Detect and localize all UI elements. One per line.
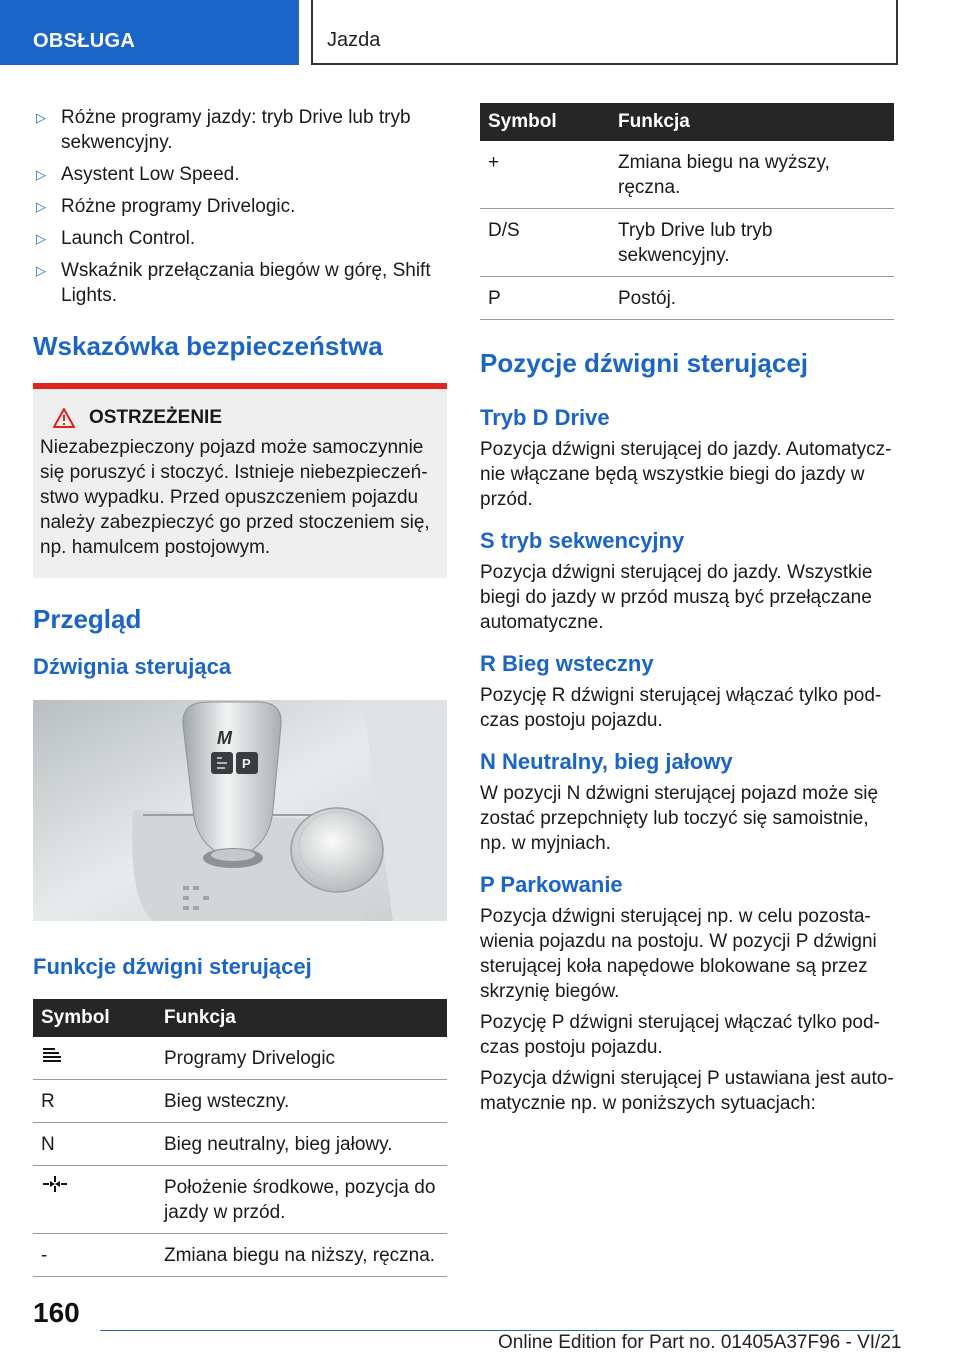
triangle-bullet-icon: ▷ <box>36 110 46 125</box>
list-item: ▷ Wskaźnik przełączania biegów w górę, Shift Lights. <box>36 260 431 306</box>
function-cell: Zmiana biegu na wyższy, ręczna. <box>610 141 894 209</box>
triangle-bullet-icon: ▷ <box>36 167 46 182</box>
table-row <box>480 209 894 277</box>
symbol-cell <box>33 1166 156 1234</box>
neutral-heading: N Neutralny, bieg jałowy <box>480 749 733 774</box>
sequential-text: Pozycja dźwigni sterującej do jazdy. Wszystkie biegi do jazdy w przód muszą być przełączane automatyczne. <box>480 562 873 633</box>
function-cell: Zmiana biegu na niższy, ręczna. <box>156 1234 447 1277</box>
table-row <box>33 1234 447 1277</box>
gear-lever-photo <box>33 700 447 921</box>
list-item: ▷ Launch Control. <box>36 228 196 249</box>
column-header-function: Funkcja <box>156 999 447 1037</box>
functions-heading: Funkcje dźwigni sterującej <box>33 954 312 979</box>
table-row <box>33 1166 447 1234</box>
warning-triangle-icon <box>53 408 75 428</box>
drive-heading: Tryb D Drive <box>480 405 610 430</box>
reverse-text: Pozycję R dźwigni sterującej włączać tylko podczas postoju pojazdu. <box>480 685 882 731</box>
symbol-cell: P <box>480 277 610 320</box>
table-header-row <box>33 999 447 1037</box>
chapter-label: Jazda <box>327 29 381 51</box>
warning-box <box>33 383 447 578</box>
function-cell: Bieg neutralny, bieg jałowy. <box>156 1123 447 1166</box>
column-header-function: Funkcja <box>610 103 894 141</box>
warning-label: OSTRZEŻENIE <box>89 407 223 428</box>
table-row <box>480 277 894 320</box>
park-text-1: Pozycja dźwigni sterującej np. w celu pozostawienia pojazdu na postoju. W pozycji P dźwigni sterującej koła napędowe blokowane są przez skrzynię biegów. <box>480 906 877 1002</box>
function-cell: Bieg wsteczny. <box>156 1080 447 1123</box>
park-text-2: Pozycję P dźwigni sterującej włączać tylko podczas postoju pojazdu. <box>480 1012 880 1058</box>
drive-text: Pozycja dźwigni sterującej do jazdy. Automatycznie włączane będą wszystkie biegi do jazdy w przód. <box>480 439 892 510</box>
triangle-bullet-icon: ▷ <box>36 231 46 246</box>
neutral-text: W pozycji N dźwigni sterującej pojazd może się zostać przepchnięty lub toczyć się samoistnie, np. w myjniach. <box>480 783 879 854</box>
lever-heading: Dźwignia sterująca <box>33 654 232 679</box>
function-cell: Programy Drivelogic <box>156 1037 447 1080</box>
section-tab <box>0 0 299 65</box>
drivelogic-icon <box>41 1046 63 1064</box>
symbol-cell: - <box>33 1234 156 1277</box>
park-heading: P Parkowanie <box>480 872 623 897</box>
sequential-heading: S tryb sekwencyjny <box>480 528 685 553</box>
edition-label: Online Edition for Part no. 01405A37F96 - VI/21 <box>498 1332 902 1353</box>
table-row <box>33 1080 447 1123</box>
section-label: OBSŁUGA <box>33 30 136 52</box>
center-position-icon <box>41 1175 69 1193</box>
column-header-symbol: Symbol <box>33 999 156 1037</box>
symbol-cell <box>33 1037 156 1080</box>
symbol-cell: R <box>33 1080 156 1123</box>
shift-functions-table <box>480 103 894 320</box>
table-row <box>33 1037 447 1080</box>
table-row <box>480 141 894 209</box>
function-cell: Postój. <box>610 277 894 320</box>
footer-divider <box>100 1330 894 1331</box>
overview-heading: Przegląd <box>33 604 142 634</box>
positions-heading: Pozycje dźwigni sterującej <box>480 348 808 378</box>
lever-functions-table <box>33 999 447 1277</box>
list-item: ▷ Asystent Low Speed. <box>36 164 240 185</box>
park-text-3: Pozycja dźwigni sterującej P ustawiana jest automatycznie np. w poniższych sytuacjach: <box>480 1068 894 1114</box>
triangle-bullet-icon: ▷ <box>36 263 46 278</box>
right-column <box>480 100 894 1116</box>
symbol-cell: N <box>33 1123 156 1166</box>
m-badge: M <box>217 728 232 748</box>
safety-heading: Wskazówka bezpieczeństwa <box>33 331 383 361</box>
table-header-row <box>480 103 894 141</box>
p-button-label: P <box>242 756 251 771</box>
gear-lever-illustration <box>33 700 447 921</box>
symbol-cell: D/S <box>480 209 610 277</box>
reverse-heading: R Bieg wsteczny <box>480 651 654 676</box>
function-cell: Położenie środkowe, pozycja do jazdy w przód. <box>156 1166 447 1234</box>
list-item: ▷ Różne programy Drivelogic. <box>36 196 296 217</box>
triangle-bullet-icon: ▷ <box>36 199 46 214</box>
symbol-cell: + <box>480 141 610 209</box>
left-column <box>33 100 447 1277</box>
warning-header <box>40 407 439 429</box>
table-row <box>33 1123 447 1166</box>
feature-list <box>33 105 447 308</box>
warning-text: Niezabezpieczony pojazd może samoczynnie się poruszyć i stoczyć. Istnieje niebezpieczeństwo wypadku. Przed opuszczeniem pojazdu należy zabezpieczyć go przed stoczeniem się, np. hamulcem postojowym. <box>40 437 430 558</box>
page-number: 160 <box>33 1297 80 1328</box>
function-cell: Tryb Drive lub tryb sekwencyjny. <box>610 209 894 277</box>
list-item: ▷ Różne programy jazdy: tryb Drive lub tryb sekwencyjny. <box>36 107 411 153</box>
column-header-symbol: Symbol <box>480 103 610 141</box>
chapter-tab <box>311 0 898 65</box>
